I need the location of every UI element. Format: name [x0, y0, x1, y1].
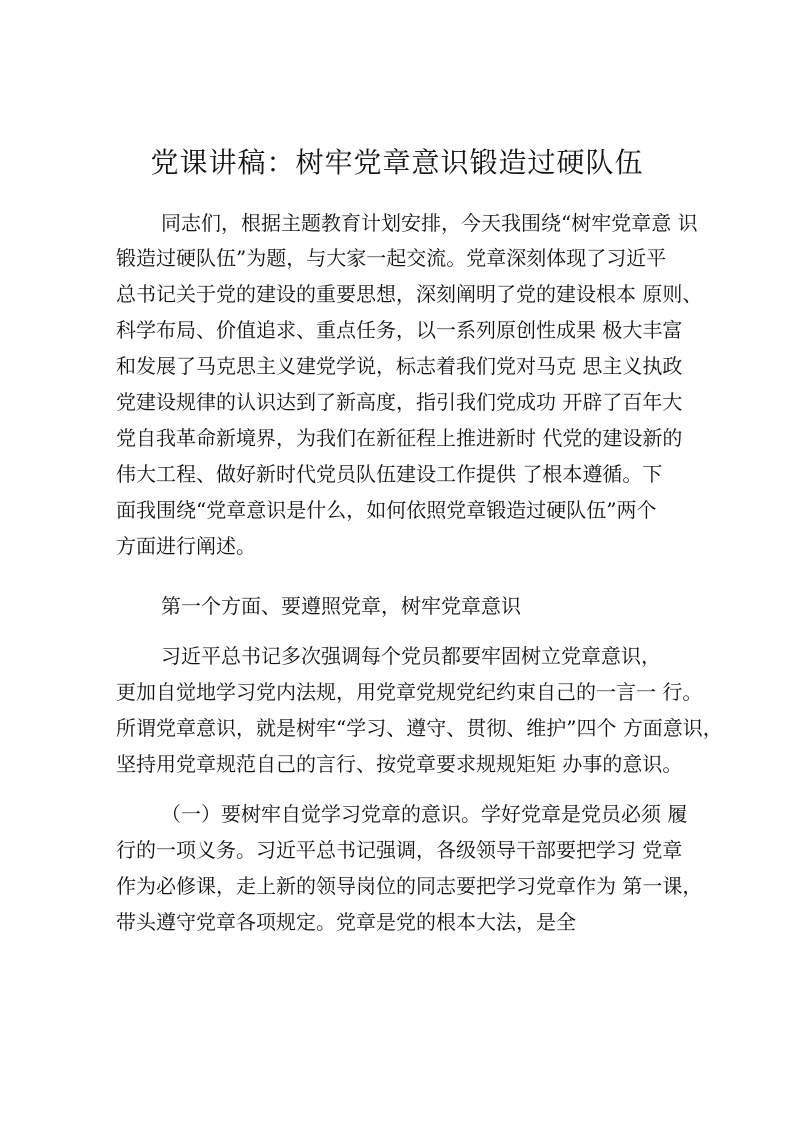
text-line: 面我围绕“党章意识是什么，如何依照党章锻造过硬队伍”两个: [116, 498, 657, 522]
document-title: 党课讲稿：树牢党章意识锻造过硬队伍: [150, 146, 644, 179]
text-line: 行的一项义务。习近平总书记强调，各级领导干部要把学习 党章: [116, 838, 683, 862]
text-line: 方面进行阐述。: [116, 534, 256, 558]
text-line: 同志们，根据主题教育计划安排，今天我围绕“树牢党章意 识: [161, 211, 698, 235]
text-line: 更加自觉地学习党内法规，用党章党规党纪约束自己的一言一 行。: [116, 680, 703, 704]
text-line: 带头遵守党章各项规定。党章是党的根本大法，是全: [116, 910, 576, 934]
section-heading: 第一个方面、要遵照党章，树牢党章意识: [161, 594, 521, 618]
text-line: （一）要树牢自觉学习党章的意识。学好党章是党员必须 履: [161, 802, 688, 826]
text-line: 伟大工程、做好新时代党员队伍建设工作提供 了根本遵循。下: [116, 462, 663, 486]
text-line: 习近平总书记多次强调每个党员都要牢固树立党章意识，: [161, 644, 661, 668]
text-line: 科学布局、价值追求、重点任务，以一系列原创性成果 极大丰富: [116, 318, 683, 342]
text-line: 所谓党章意识，就是树牢“学习、遵守、贯彻、维护”四个 方面意识，: [116, 716, 723, 740]
text-line: 坚持用党章规范自己的言行、按党章要求规规矩矩 办事的意识。: [116, 752, 683, 776]
text-line: 党自我革命新境界，为我们在新征程上推进新时 代党的建设新的: [116, 426, 683, 450]
text-line: 党建设规律的认识达到了新高度，指引我们党成功 开辟了百年大: [116, 390, 683, 414]
text-line: 作为必修课，走上新的领导岗位的同志要把学习党章作为 第一课，: [116, 874, 703, 898]
text-line: 锻造过硬队伍”为题，与大家一起交流。党章深刻体现了习近平: [116, 246, 667, 270]
text-line: 总书记关于党的建设的重要思想，深刻阐明了党的建设根本 原则、: [116, 282, 703, 306]
text-line: 和发展了马克思主义建党学说，标志着我们党对马克 思主义执政: [116, 354, 683, 378]
